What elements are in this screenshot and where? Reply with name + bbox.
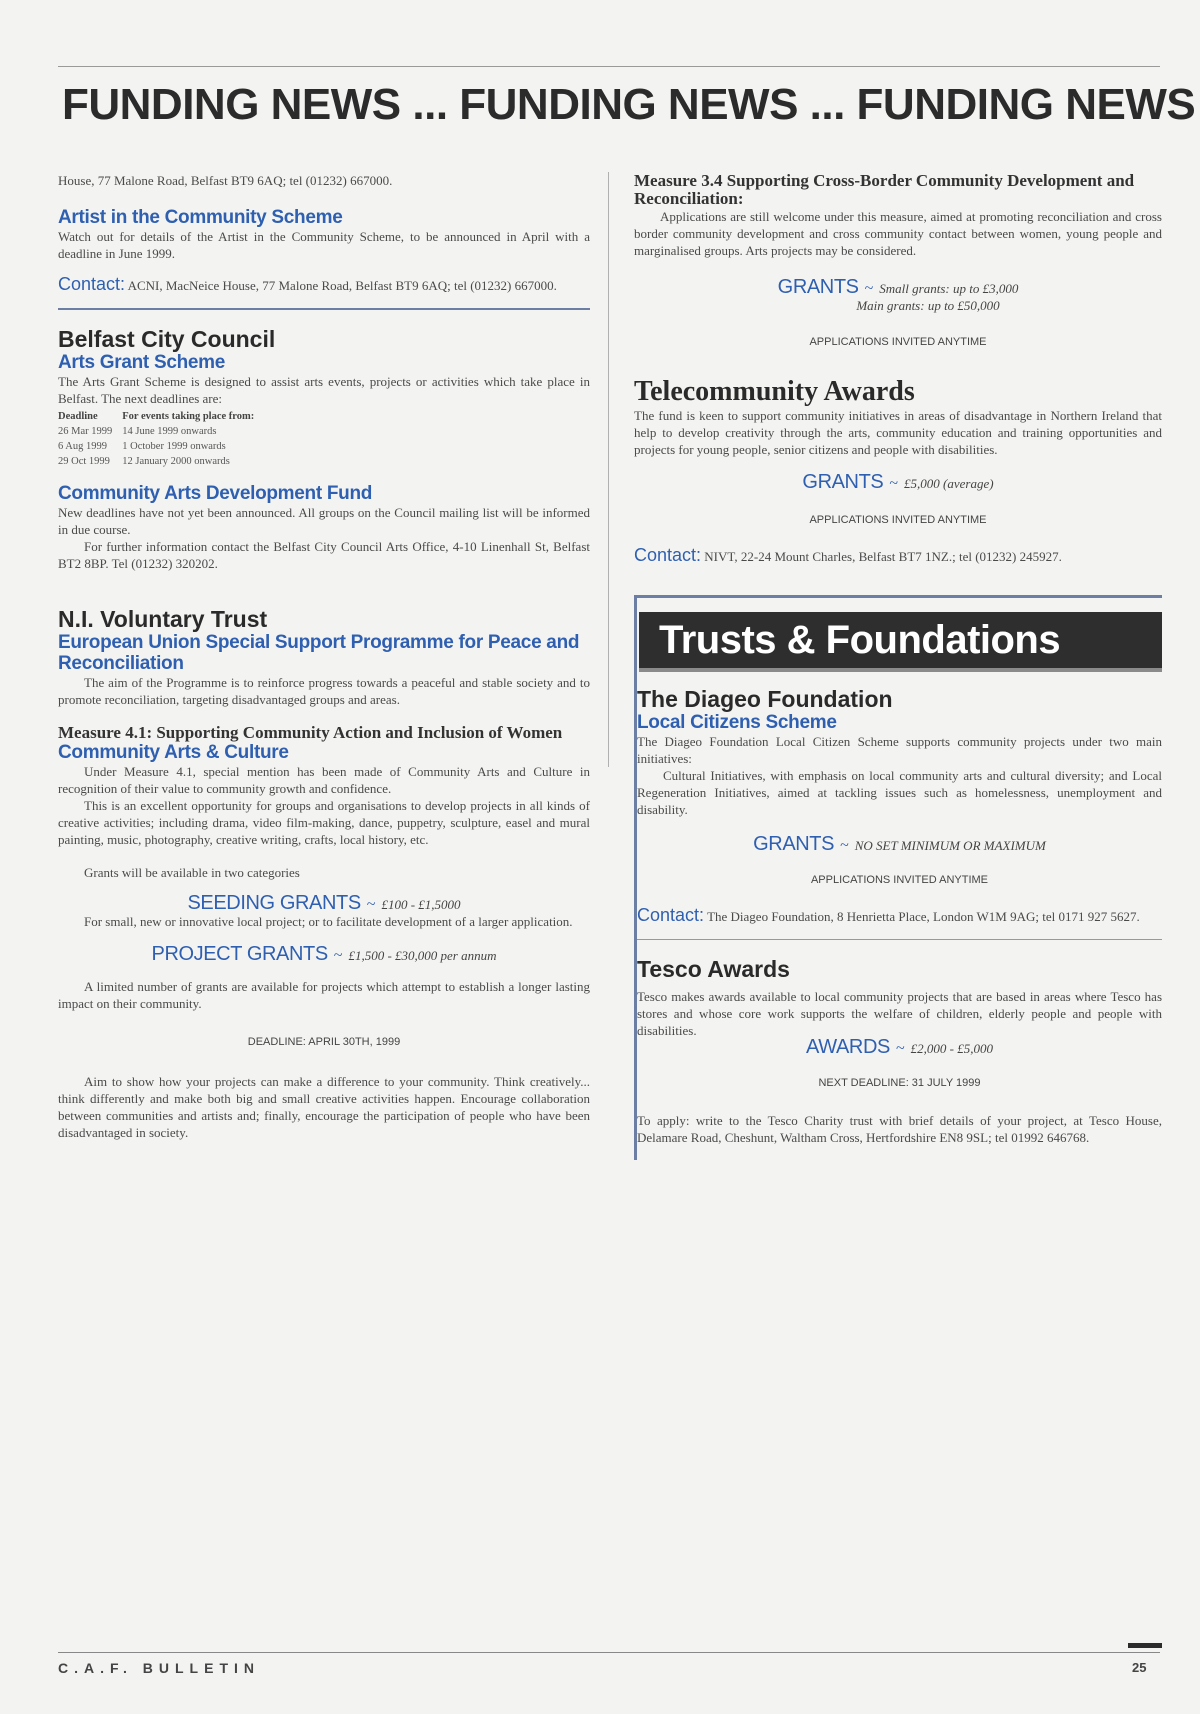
page-number: 25 [1132, 1660, 1147, 1675]
contact-text: NIVT, 22-24 Mount Charles, Belfast BT7 1NZ.; tel (01232) 245927. [704, 549, 1062, 564]
tesco-apply: To apply: write to the Tesco Charity trust with brief details of your project, at Tesco House, Delamare Road, Cheshunt, Waltham Cross, Hertfordshire EN8 9SL; tel 01992 646768. [637, 1113, 1162, 1145]
measure-34-grants-line [634, 276, 1162, 298]
diageo-p2: Cultural Initiatives, with emphasis on local community arts and cultural diversity; and Local Regeneration Initiatives, aimed at tackling issues such as homelessness, unemployment and disability. [637, 768, 1162, 817]
diageo-p1: The Diageo Foundation Local Citizen Scheme supports community projects under two main initiatives: [637, 734, 1162, 766]
programme-aim: The aim of the Programme is to reinforce progress towards a peaceful and stable society and to promote reconciliation, targeting disadvantaged groups and areas. [58, 675, 590, 707]
diageo-title: The Diageo Foundation [637, 686, 893, 712]
grants-label: GRANTS [777, 276, 859, 298]
from-cell: 14 June 1999 onwards [122, 426, 217, 437]
arts-grant-body: The Arts Grant Scheme is designed to assist arts events, projects or activities which take place in Belfast. The next deadlines are: [58, 374, 590, 406]
measure-41-title: Measure 4.1: Supporting Community Action and Inclusion of Women [58, 723, 563, 742]
grant-dash: ~ [333, 947, 343, 964]
deadline-cell: 6 Aug 1999 [58, 441, 108, 452]
diageo-grants-value: NO SET MINIMUM OR MAXIMUM [854, 838, 1046, 853]
diageo-contact [637, 907, 1162, 925]
grant-dash: ~ [864, 280, 874, 297]
seeding-grants-line [58, 892, 590, 914]
main-grants-value: Main grants: up to £50,000 [856, 298, 1000, 313]
telecommunity-grants-line [634, 471, 1162, 493]
opportunity-body: This is an excellent opportunity for groups and organisations to develop projects in all kinds of creative activities; including drama, video film-making, dance, puppetry, sculpture, easel and mural painting, music, photography, creative writing, crafts, local history, etc. [58, 798, 590, 847]
grant-dash: ~ [840, 837, 849, 854]
trusts-box-inner [637, 612, 1162, 1146]
artist-contact [58, 276, 590, 294]
tesco-awards-line [637, 1036, 1162, 1058]
small-grants-value: Small grants: up to £3,000 [879, 281, 1019, 296]
project-grants-label: PROJECT GRANTS [151, 943, 328, 965]
belfast-contact: For further information contact the Belfast City Council Arts Office, 4-10 Linenhall St, Belfast BT2 8BP. Tel (01232) 320202. [58, 539, 590, 571]
applications-note: APPLICATIONS INVITED ANYTIME [810, 874, 989, 886]
events-col-header: For events taking place from: [122, 411, 255, 422]
from-cell: 1 October 1999 onwards [122, 441, 226, 452]
grants-label: GRANTS [753, 833, 835, 855]
project-grants-line [58, 943, 590, 965]
diageo-grants-line [637, 833, 1162, 855]
contact-text: The Diageo Foundation, 8 Henrietta Place, London W1M 9AG; tel 0171 927 5627. [707, 909, 1140, 924]
footer-rule [58, 1652, 1160, 1653]
telecommunity-title: Telecommunity Awards [634, 376, 915, 407]
artist-scheme-body: Watch out for details of the Artist in the Community Scheme, to be announced in April with a deadline in June 1999. [58, 229, 590, 261]
table-row [58, 439, 264, 454]
contact-text: ACNI, MacNeice House, 77 Malone Road, Belfast BT9 6AQ; tel (01232) 667000. [127, 278, 557, 293]
trusts-foundations-box [634, 595, 1162, 1160]
right-column [634, 172, 1162, 1160]
nivt-title: N.I. Voluntary Trust [58, 606, 268, 632]
measure-41-body: Under Measure 4.1, special mention has been made of Community Arts and Culture in recognition of their value to community growth and confidence. [58, 764, 590, 796]
trusts-foundations-banner: Trusts & Foundations [639, 612, 1162, 672]
telecommunity-body: The fund is keen to support community initiatives in areas of disadvantage in Northern Ireland that help to develop creativity through the arts, community education and training opportunities and projects for young people, senior citizens and people with disabilities. [634, 408, 1162, 457]
deadline-col-header: Deadline [58, 411, 98, 422]
deadline-cell: 26 Mar 1999 [58, 426, 113, 437]
belfast-council-title: Belfast City Council [58, 326, 276, 352]
telecommunity-grants-value: £5,000 (average) [904, 476, 994, 491]
local-citizens-title: Local Citizens Scheme [637, 712, 837, 733]
seeding-grants-value: £100 - £1,5000 [381, 897, 461, 912]
community-arts-culture-title: Community Arts & Culture [58, 742, 289, 763]
tesco-awards-value: £2,000 - £5,000 [910, 1041, 993, 1056]
column-divider [608, 172, 609, 767]
arts-grant-scheme-title: Arts Grant Scheme [58, 352, 226, 373]
tesco-deadline: NEXT DEADLINE: 31 JULY 1999 [818, 1077, 981, 1089]
seeding-grants-label: SEEDING GRANTS [187, 892, 361, 914]
nivt-deadline: DEADLINE: APRIL 30TH, 1999 [247, 1036, 401, 1048]
tesco-title: Tesco Awards [637, 956, 790, 982]
footer-mark [1128, 1643, 1162, 1648]
contact-label: Contact: [58, 274, 126, 294]
telecommunity-contact [634, 547, 1162, 565]
main-grants-line [634, 297, 1162, 314]
grant-dash: ~ [366, 896, 376, 913]
contact-label: Contact: [637, 905, 705, 925]
project-grants-desc: A limited number of grants are available for projects which attempt to establish a longer lasting impact on their community. [58, 979, 590, 1011]
grant-dash: ~ [895, 1040, 905, 1057]
table-row [58, 454, 264, 469]
artist-scheme-title: Artist in the Community Scheme [58, 207, 343, 228]
closing-paragraph: Aim to show how your projects can make a difference to your community. Think creatively... think differently and make both big and small creative activities happen. Encourage collaboration between communities and artists and; finally, encourage the participation of people who have been disadvantaged in society. [58, 1074, 590, 1140]
top-rule [58, 66, 1160, 67]
section-separator [58, 308, 590, 310]
tesco-body: Tesco makes awards available to local community projects that are based in areas where Tesco has stores and whose core work supports the welfare of children, elderly people and people with disabilities. [637, 989, 1162, 1038]
left-column [58, 172, 590, 1141]
applications-note: APPLICATIONS INVITED ANYTIME [809, 336, 987, 348]
applications-note: APPLICATIONS INVITED ANYTIME [809, 514, 987, 526]
grant-categories: Grants will be available in two categories [84, 865, 300, 880]
grant-dash: ~ [889, 475, 899, 492]
community-arts-fund-title: Community Arts Development Fund [58, 483, 373, 504]
measure-34-body: Applications are still welcome under this measure, aimed at promoting reconciliation and cross border community development and cross community contact between women, young people and marginalised groups. Arts projects may be considered. [634, 209, 1162, 258]
project-grants-value: £1,500 - £30,000 per annum [348, 948, 497, 963]
publication-name: C.A.F. BULLETIN [58, 1660, 260, 1676]
page-header: FUNDING NEWS ... FUNDING NEWS ... FUNDING NEWS [62, 80, 1196, 129]
seeding-grants-desc: For small, new or innovative local project; or to facilitate development of a larger application. [84, 914, 573, 929]
deadline-table [58, 409, 264, 469]
section-separator [637, 939, 1162, 940]
awards-label: AWARDS [806, 1036, 890, 1058]
peace-programme-title: European Union Special Support Programme for Peace and Reconciliation [58, 632, 580, 674]
table-row [58, 424, 264, 439]
intro-tail: House, 77 Malone Road, Belfast BT9 6AQ; tel (01232) 667000. [58, 173, 393, 188]
contact-label: Contact: [634, 545, 702, 565]
from-cell: 12 January 2000 onwards [122, 456, 230, 467]
grants-label: GRANTS [802, 471, 884, 493]
deadline-cell: 29 Oct 1999 [58, 456, 110, 467]
community-arts-fund-body: New deadlines have not yet been announced. All groups on the Council mailing list will be informed in due course. [58, 505, 590, 537]
measure-34-title: Measure 3.4 Supporting Cross-Border Community Development and Reconciliation: [634, 171, 1135, 208]
